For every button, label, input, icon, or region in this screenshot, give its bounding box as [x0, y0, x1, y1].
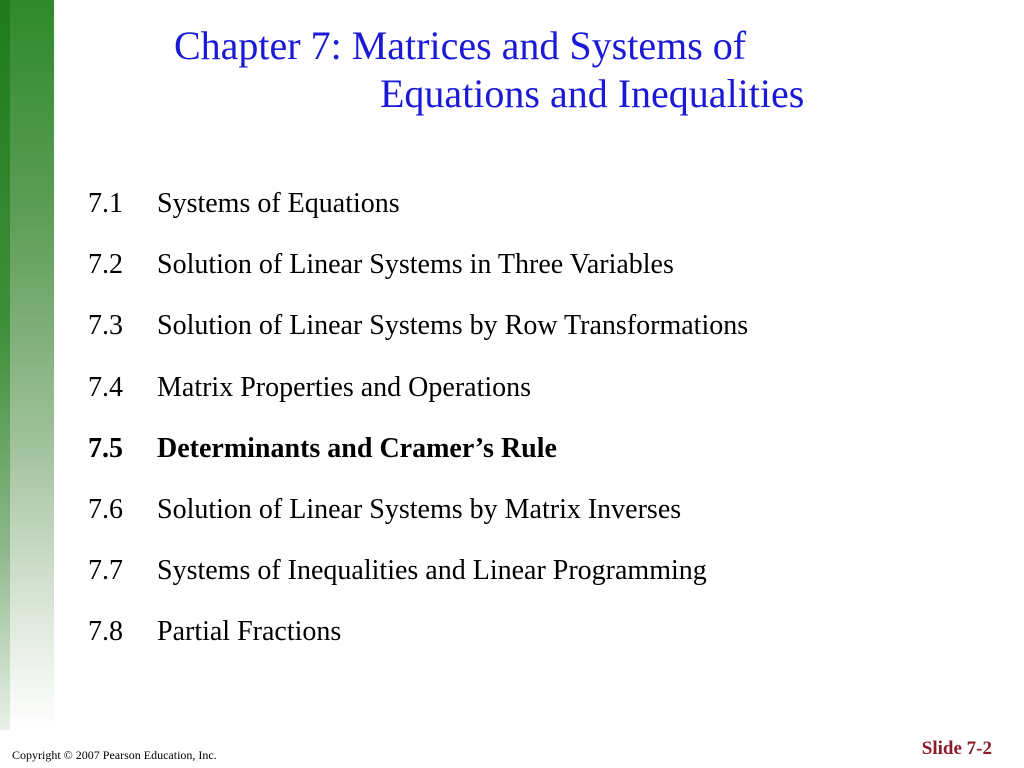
section-list [88, 184, 748, 674]
slide-title-line-2: Equations and Inequalities [380, 71, 805, 116]
slide-title-line-1: Chapter 7: Matrices and Systems of [174, 23, 747, 68]
section-item-7-7 [88, 551, 748, 612]
copyright-notice: Copyright © 2007 Pearson Education, Inc. [12, 748, 217, 762]
slide-number-label: Slide 7-2 [921, 738, 992, 759]
section-title: Determinants and Cramer’s Rule [157, 432, 557, 464]
section-item-7-3 [88, 306, 748, 367]
section-title: Systems of Equations [157, 188, 400, 219]
section-number: 7.6 [88, 493, 123, 525]
section-title: Solution of Linear Systems by Row Transformations [157, 310, 749, 342]
section-number: 7.2 [88, 249, 123, 281]
section-number: 7.1 [88, 188, 123, 219]
section-number: 7.3 [88, 310, 123, 342]
section-number: 7.5 [88, 432, 123, 464]
section-item-7-8 [88, 612, 748, 673]
section-title: Solution of Linear Systems by Matrix Inverses [157, 493, 682, 525]
slide-title [174, 22, 994, 118]
section-title: Solution of Linear Systems in Three Variables [157, 249, 674, 281]
section-item-7-4 [88, 368, 748, 429]
section-title: Partial Fractions [157, 616, 342, 648]
section-item-7-2 [88, 245, 748, 306]
section-item-7-5-current [88, 429, 748, 490]
section-item-7-1 [88, 184, 748, 245]
decorative-side-band-edge [0, 0, 10, 730]
section-number: 7.7 [88, 555, 123, 587]
section-title: Systems of Inequalities and Linear Programming [157, 555, 707, 587]
section-number: 7.8 [88, 616, 123, 648]
section-item-7-6 [88, 490, 748, 551]
section-number: 7.4 [88, 371, 123, 403]
section-title: Matrix Properties and Operations [157, 371, 532, 403]
